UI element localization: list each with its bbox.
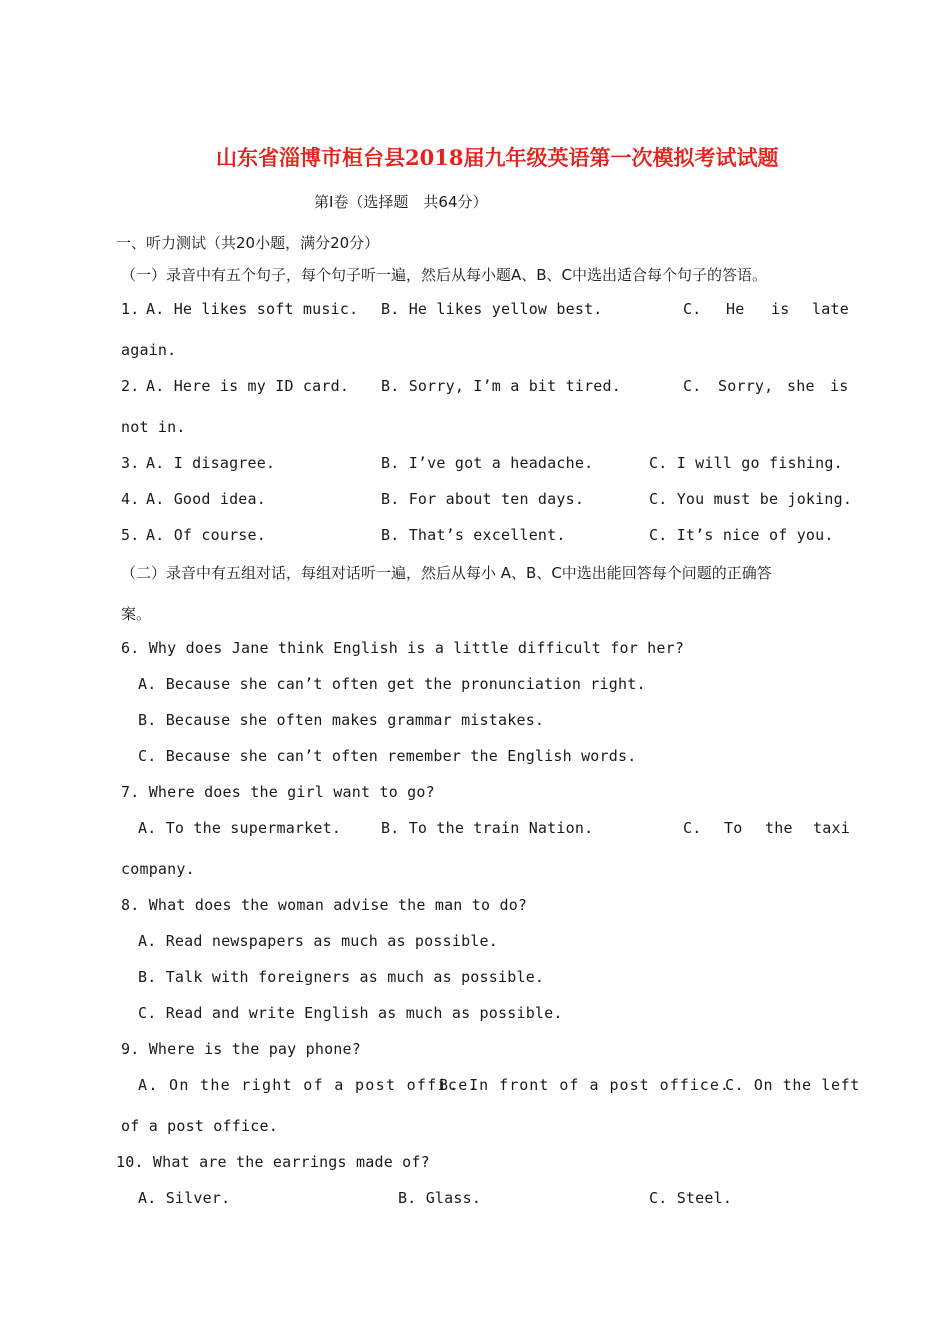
option-a: A. Because she can’t often get the pronunciation right. — [138, 675, 646, 693]
option-a: A. Good idea. — [146, 490, 266, 508]
option-b: B. For about ten days. — [381, 490, 585, 508]
option-c-word: taxi — [813, 819, 850, 837]
option-c-word: the — [765, 819, 793, 837]
option-c: C. Read and write English as much as possible. — [138, 1004, 563, 1022]
paper-subtitle: 第Ⅰ卷（选择题 共64分） — [314, 193, 488, 211]
option-c-continued: of a post office. — [121, 1117, 278, 1135]
option-c-label: C. — [683, 377, 702, 395]
option-a: A. Silver. — [138, 1189, 231, 1207]
question-number: 4. — [121, 490, 140, 508]
option-c: C. Steel. — [649, 1189, 733, 1207]
question-stem: 9. Where is the pay phone? — [121, 1040, 361, 1058]
option-a: A. Here is my ID card. — [146, 377, 350, 395]
question-stem: 7. Where does the girl want to go? — [121, 783, 435, 801]
option-c-continued: not in. — [121, 418, 186, 436]
option-c-label: C. — [683, 819, 702, 837]
option-c: C. I will go fishing. — [649, 454, 843, 472]
question-number: 3. — [121, 454, 140, 472]
question-number: 1. — [121, 300, 140, 318]
option-c-word: late — [812, 300, 849, 318]
option-b: B. To the train Nation. — [381, 819, 594, 837]
part2-instructions: （二）录音中有五组对话，每组对话听一遍，然后从每小 A、B、C中选出能回答每个问题的正确答 — [121, 564, 772, 582]
option-b: B. I’ve got a headache. — [381, 454, 594, 472]
option-c: C. It’s nice of you. — [649, 526, 834, 544]
question-number: 5. — [121, 526, 140, 544]
question-stem: 8. What does the woman advise the man to do? — [121, 896, 528, 914]
option-a: A. On the right of a post office. — [138, 1076, 479, 1094]
option-c: C. Because she can’t often remember the English words. — [138, 747, 637, 765]
option-c-continued: again. — [121, 341, 177, 359]
option-b: B. In front of a post office. — [439, 1076, 730, 1094]
part1-instructions: （一）录音中有五个句子，每个句子听一遍，然后从每小题A、B、C中选出适合每个句子的答语。 — [121, 266, 768, 284]
option-a: A. He likes soft music. — [146, 300, 359, 318]
option-c: C. You must be joking. — [649, 490, 853, 508]
option-a: A. To the supermarket. — [138, 819, 342, 837]
option-c-word: To — [724, 819, 743, 837]
option-b: B. Because she often makes grammar mistakes. — [138, 711, 545, 729]
option-c-word: He — [726, 300, 745, 318]
part2-instructions-continued: 案。 — [121, 605, 152, 623]
option-a: A. Of course. — [146, 526, 266, 544]
option-b: B. Talk with foreigners as much as possible. — [138, 968, 545, 986]
option-b: B. He likes yellow best. — [381, 300, 603, 318]
option-c-label: C. — [683, 300, 702, 318]
option-c: C. On the left — [725, 1076, 860, 1094]
option-c-continued: company. — [121, 860, 195, 878]
question-stem: 6. Why does Jane think English is a little difficult for her? — [121, 639, 685, 657]
option-a: A. I disagree. — [146, 454, 276, 472]
question-stem: 10. What are the earrings made of? — [116, 1153, 430, 1171]
exam-title: 山东省淄博市桓台县2018届九年级英语第一次模拟考试试题 — [216, 145, 779, 170]
option-b: B. Sorry, I’m a bit tired. — [381, 377, 621, 395]
option-b: B. Glass. — [398, 1189, 482, 1207]
option-c-word: she — [787, 377, 815, 395]
option-a: A. Read newspapers as much as possible. — [138, 932, 498, 950]
option-c-word: is — [771, 300, 790, 318]
section-heading-listening: 一、听力测试（共20小题，满分20分） — [116, 234, 380, 252]
option-b: B. That’s excellent. — [381, 526, 566, 544]
option-c-word: is — [830, 377, 849, 395]
option-c-word: Sorry, — [718, 377, 774, 395]
question-number: 2. — [121, 377, 140, 395]
